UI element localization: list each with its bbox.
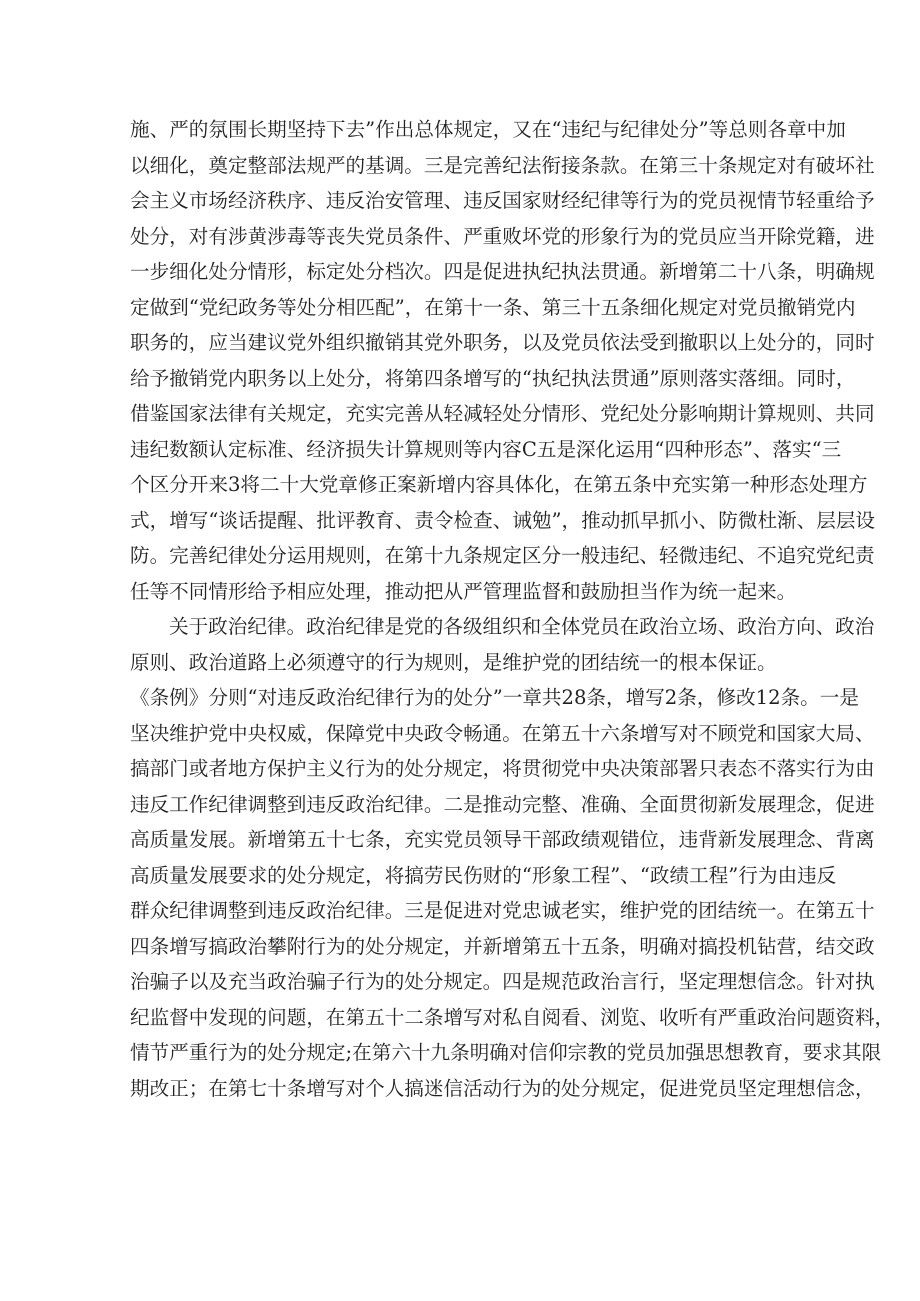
- text-line: 一步细化处分情形，标定处分档次。四是促进执纪执法贯通。新增第二十八条，明确规: [130, 260, 875, 283]
- text-line: 处分，对有涉黄涉毒等丧失党员条件、严重败坏党的形象行为的党员应当开除党籍，进: [130, 224, 875, 248]
- text-line: 以细化，奠定整部法规严的基调。三是完善纪法衔接条款。在第三十条规定对有破坏社: [130, 153, 875, 177]
- text-line: 治骗子以及充当政治骗子行为的处分规定。四是规范政治言行，坚定理想信念。针对执: [130, 970, 875, 993]
- text-line: 群众纪律调整到违反政治纪律。三是促进对党忠诚老实，维护党的团结统一。在第五十: [130, 899, 875, 922]
- text-line: 给予撤销党内职务以上处分，将第四条增写的“执纪执法贯通”原则落实落细。同时，: [130, 366, 856, 390]
- text-line: 职务的，应当建议党外组织撤销其党外职务，以及党员依法受到撤职以上处分的，同时: [130, 331, 875, 354]
- text-line: 任等不同情形给予相应处理，推动把从严管理监督和鼓励担当作为统一起来。: [130, 579, 797, 603]
- text-line: 坚决维护党中央权威，保障党中央政令畅通。在第五十六条增写对不顾党和国家大局、: [130, 721, 875, 745]
- text-line: 高质量发展。新增第五十七条，充实党员领导干部政绩观错位，违背新发展理念、背离: [130, 828, 875, 851]
- text-line: 《条例》分则“对违反政治纪律行为的处分”一章共28条，增写2条，修改12条。一是: [130, 686, 859, 709]
- text-line: 原则、政治道路上必须遵守的行为规则，是维护党的团结统一的根本保证。: [130, 650, 777, 674]
- text-line: 四条增写搞政治攀附行为的处分规定，并新增第五十五条，明确对搞投机钻营，结交政: [130, 934, 875, 958]
- text-line: 借鉴国家法律有关规定，充实完善从轻减轻处分情形、党纪处分影响期计算规则、共同: [130, 402, 875, 425]
- text-line: 式，增写“谈话提醒、批评教育、责令检查、诫勉”，推动抓早抓小、防微杜渐、层层设: [130, 508, 876, 532]
- text-line: 防。完善纪律处分运用规则，在第十九条规定区分一般违纪、轻微违纪、不追究党纪责: [130, 544, 875, 567]
- text-line: 高质量发展要求的处分规定，将搞劳民伤财的“形象工程”、“政绩工程”行为由违反: [130, 863, 837, 887]
- text-line: 违反工作纪律调整到违反政治纪律。二是推动完整、准确、全面贯彻新发展理念，促进: [130, 792, 875, 816]
- text-line: 个区分开来3将二十大党章修正案新增内容具体化，在第五条中充实第一种形态处理方: [130, 473, 868, 496]
- text-line: 施、严的氛围长期坚持下去”作出总体规定，又在“违纪与纪律处分”等总则各章中加: [130, 118, 846, 141]
- paragraph-first-line: 关于政治纪律。政治纪律是党的各级组织和全体党员在政治立场、政治方向、政治: [169, 615, 875, 638]
- text-line: 会主义市场经济秩序、违反治安管理、违反国家财经纪律等行为的党员视情节轻重给予: [130, 189, 875, 212]
- text-line: 违纪数额认定标准、经济损失计算规则等内容C五是深化运用“四种形态”、落实“三: [130, 437, 842, 461]
- text-line: 期改正；在第七十条增写对个人搞迷信活动行为的处分规定，促进党员坚定理想信念，: [130, 1076, 875, 1100]
- text-line: 搞部门或者地方保护主义行为的处分规定，将贯彻党中央决策部署只表态不落实行为由: [130, 757, 875, 780]
- document-body-text: [130, 112, 895, 1106]
- text-line: 情节严重行为的处分规定;在第六十九条明确对信仰宗教的党员加强思想教育，要求其限: [130, 1041, 882, 1064]
- text-line: 定做到“党纪政务等处分相匹配”，在第十一条、第三十五条细化规定对党员撤销党内: [130, 295, 856, 319]
- text-line: 纪监督中发现的问题，在第五十二条增写对私自阅看、浏览、收听有严重政治问题资料，: [130, 1005, 895, 1029]
